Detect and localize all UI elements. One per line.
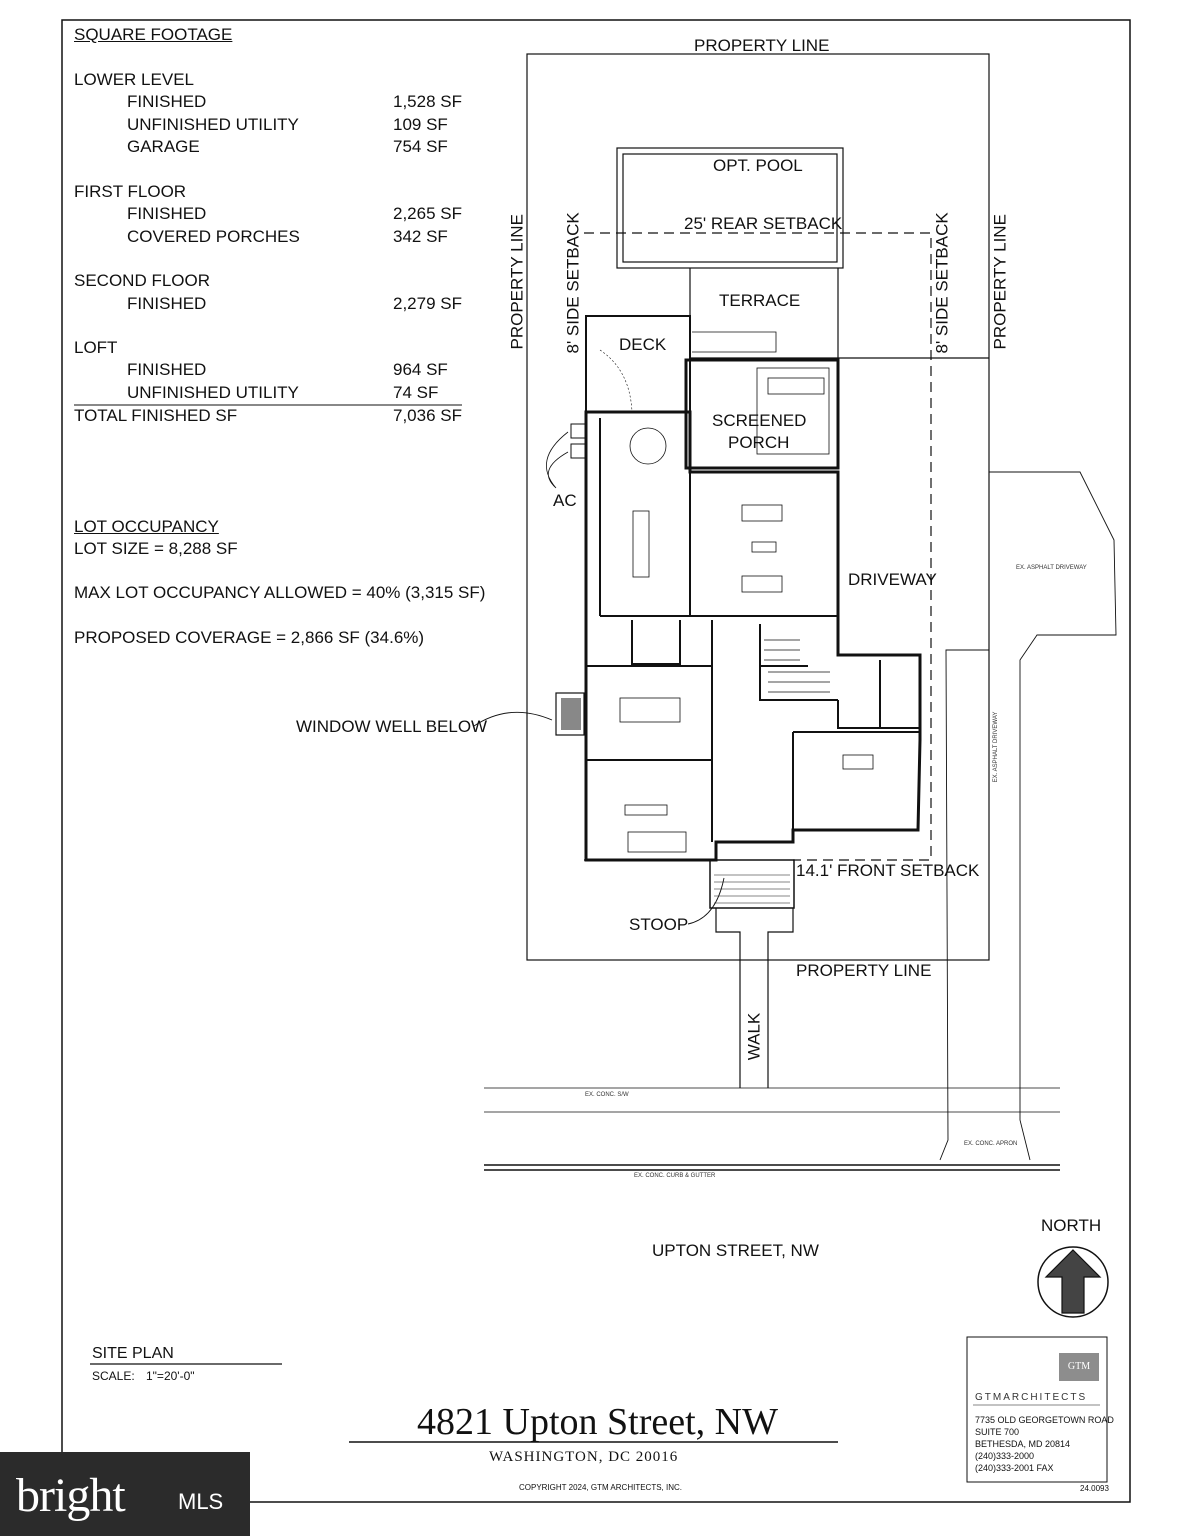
side-setback-label: 8' SIDE SETBACK: [932, 212, 952, 354]
street-label: UPTON STREET, NW: [652, 1241, 819, 1260]
sq-ft-total-label: TOTAL FINISHED SF: [74, 406, 238, 425]
watermark-text: bright: [16, 1469, 125, 1522]
terrace-label: TERRACE: [719, 291, 801, 310]
watermark-suffix: MLS: [178, 1489, 224, 1514]
gtm-logo: GTM: [1059, 1353, 1099, 1381]
sq-ft-group-title: SECOND FLOOR: [74, 271, 211, 290]
stoop-label: STOOP: [629, 915, 689, 934]
sidewalk-line: [484, 1088, 1060, 1112]
north-label: NORTH: [1041, 1216, 1102, 1235]
ex-curb-note: EX. CONC. CURB & GUTTER: [634, 1173, 716, 1179]
lot-proposed: PROPOSED COVERAGE = 2,866 SF (34.6%): [74, 628, 425, 647]
sq-ft-group-title: FIRST FLOOR: [74, 182, 187, 201]
sq-ft-row-label: UNFINISHED UTILITY: [127, 115, 299, 134]
deck-outline: [586, 316, 690, 412]
sq-ft-row-label: FINISHED: [127, 92, 207, 111]
sq-ft-row-label: UNFINISHED UTILITY: [127, 383, 299, 402]
driveway-label: DRIVEWAY: [848, 570, 937, 589]
sq-ft-row-value: 342 SF: [393, 227, 448, 246]
lot-max: MAX LOT OCCUPANCY ALLOWED = 40% (3,315 SF): [74, 583, 486, 602]
scale-value: 1"=20'-0": [146, 1369, 195, 1383]
sq-ft-row-value: 109 SF: [393, 115, 448, 134]
site-plan-heading: SITE PLAN: [92, 1345, 174, 1362]
existing-driveway: [940, 472, 1116, 1160]
property-line-label: PROPERTY LINE: [990, 214, 1010, 350]
property-line-label: PROPERTY LINE: [796, 961, 932, 980]
rear-setback-label: 25' REAR SETBACK: [684, 214, 843, 233]
pool-label: OPT. POOL: [713, 156, 803, 175]
property-line-label: PROPERTY LINE: [507, 214, 527, 350]
property-boundary: [527, 54, 989, 960]
sq-ft-row-value: 754 SF: [393, 137, 448, 156]
sq-ft-row-value: 74 SF: [393, 383, 439, 402]
property-line-label: PROPERTY LINE: [694, 36, 830, 55]
sheet-number: 24.0093: [1080, 1484, 1109, 1493]
side-setback-label: 8' SIDE SETBACK: [563, 212, 583, 354]
architect-address-line: BETHESDA, MD 20814: [975, 1439, 1071, 1449]
lot-size: LOT SIZE = 8,288 SF: [74, 539, 238, 558]
architect-address-line: SUITE 700: [975, 1427, 1020, 1437]
window-well-label: WINDOW WELL BELOW: [296, 717, 488, 736]
project-city: WASHINGTON, DC 20016: [489, 1449, 679, 1465]
ex-sidewalk-note: EX. CONC. S/W: [585, 1092, 629, 1098]
sq-ft-row-label: COVERED PORCHES: [127, 227, 300, 246]
sq-ft-row-value: 2,265 SF: [393, 204, 462, 223]
architect-fax: (240)333-2001 FAX: [975, 1463, 1054, 1473]
architect-name: GTMARCHITECTS: [975, 1392, 1088, 1403]
deck-label: DECK: [619, 335, 667, 354]
setback-line: [584, 233, 931, 860]
sq-ft-group-title: LOWER LEVEL: [74, 70, 194, 89]
screened-label: SCREENED: [712, 411, 807, 430]
sq-ft-row-value: 2,279 SF: [393, 294, 462, 313]
sq-ft-row-value: 1,528 SF: [393, 92, 462, 111]
house-outline: [586, 412, 920, 860]
porch-label: PORCH: [728, 433, 790, 452]
front-setback-label: 14.1' FRONT SETBACK: [796, 861, 980, 880]
sq-ft-row-value: 964 SF: [393, 360, 448, 379]
ex-asphalt-note: EX. ASPHALT DRIVEWAY: [993, 711, 999, 783]
ex-asphalt-note: EX. ASPHALT DRIVEWAY: [1016, 565, 1087, 571]
sq-ft-heading: SQUARE FOOTAGE: [74, 25, 233, 44]
project-address: 4821 Upton Street, NW: [417, 1401, 778, 1443]
sq-ft-total-value: 7,036 SF: [393, 406, 462, 425]
lot-heading: LOT OCCUPANCY: [74, 517, 219, 536]
ac-label: AC: [553, 491, 577, 510]
sq-ft-row-label: FINISHED: [127, 360, 207, 379]
scale-label: SCALE:: [92, 1369, 135, 1383]
bright-mls-watermark: [0, 1452, 250, 1536]
sq-ft-row-label: FINISHED: [127, 204, 207, 223]
sq-ft-group-title: LOFT: [74, 338, 118, 357]
ex-apron-note: EX. CONC. APRON: [964, 1141, 1018, 1147]
sq-ft-row-label: GARAGE: [127, 137, 200, 156]
sq-ft-row-label: FINISHED: [127, 294, 207, 313]
walk-label: WALK: [744, 1012, 764, 1061]
architect-phone: (240)333-2000: [975, 1451, 1035, 1461]
curb-line: [484, 1165, 1060, 1170]
architect-address-line: 7735 OLD GEORGETOWN ROAD: [975, 1415, 1114, 1425]
copyright: COPYRIGHT 2024, GTM ARCHITECTS, INC.: [519, 1483, 682, 1492]
